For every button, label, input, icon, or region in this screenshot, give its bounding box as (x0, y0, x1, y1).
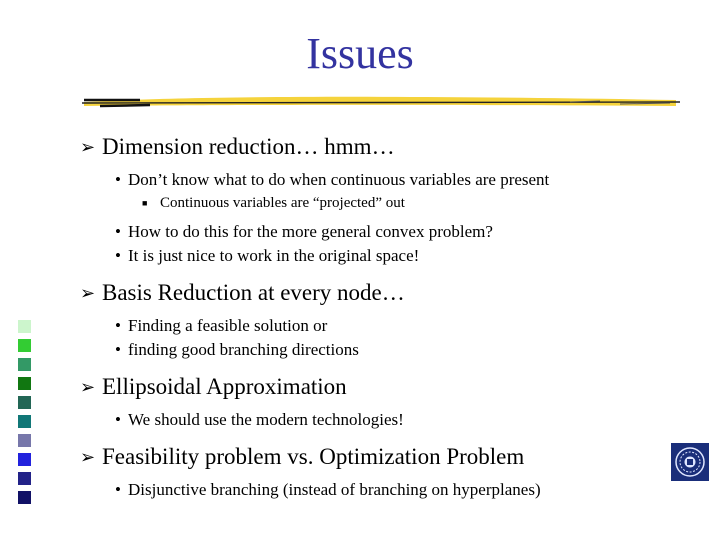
dot-icon: • (115, 246, 121, 265)
bullet-level2 (108, 220, 680, 244)
color-square (18, 377, 31, 390)
color-square (18, 453, 31, 466)
bullet-text: How to do this for the more general convex problem? (128, 222, 493, 241)
bullet-text: Ellipsoidal Approximation (102, 374, 347, 399)
slide-title: Issues (306, 29, 414, 78)
color-square (18, 434, 31, 447)
bullet-level1 (80, 442, 680, 472)
bullet-text: We should use the modern technologies! (128, 410, 404, 429)
bullet-level2 (108, 168, 680, 192)
color-square (18, 415, 31, 428)
color-square (18, 472, 31, 485)
bullet-level1 (80, 372, 680, 402)
slide-body (80, 128, 680, 502)
bullet-text: finding good branching directions (128, 340, 359, 359)
university-seal-icon (671, 443, 709, 481)
square-icon: ■ (142, 198, 148, 208)
bullet-level2 (108, 478, 680, 502)
color-square (18, 358, 31, 371)
bullet-level1 (80, 132, 680, 162)
arrow-check-icon: ➢ (80, 377, 96, 397)
color-square (18, 339, 31, 352)
bullet-level2 (108, 314, 680, 338)
bullet-text: Feasibility problem vs. Optimization Problem (102, 444, 525, 469)
bullet-text: Disjunctive branching (instead of branching on hyperplanes) (128, 480, 541, 499)
bullet-level3 (142, 192, 680, 214)
arrow-check-icon: ➢ (80, 447, 96, 467)
arrow-check-icon: ➢ (80, 283, 96, 303)
bullet-text: Dimension reduction… hmm… (102, 134, 395, 159)
color-square (18, 491, 31, 504)
bullet-level1 (80, 278, 680, 308)
title-underline-stroke (80, 92, 680, 112)
dot-icon: • (115, 170, 121, 189)
color-square (18, 396, 31, 409)
bullet-level2 (108, 338, 680, 362)
bullet-text: Continuous variables are “projected” out (160, 195, 405, 211)
bullet-text: Basis Reduction at every node… (102, 280, 405, 305)
dot-icon: • (115, 222, 121, 241)
dot-icon: • (115, 410, 121, 429)
bullet-text: Don’t know what to do when continuous variables are present (128, 170, 550, 189)
arrow-check-icon: ➢ (80, 137, 96, 157)
dot-icon: • (115, 480, 121, 499)
decorative-color-squares (18, 320, 32, 510)
bullet-level2 (108, 408, 680, 432)
bullet-text: It is just nice to work in the original space! (128, 246, 420, 265)
bullet-level2 (108, 244, 680, 268)
dot-icon: • (115, 340, 121, 359)
bullet-text: Finding a feasible solution or (128, 316, 328, 335)
dot-icon: • (115, 316, 121, 335)
color-square (18, 320, 31, 333)
